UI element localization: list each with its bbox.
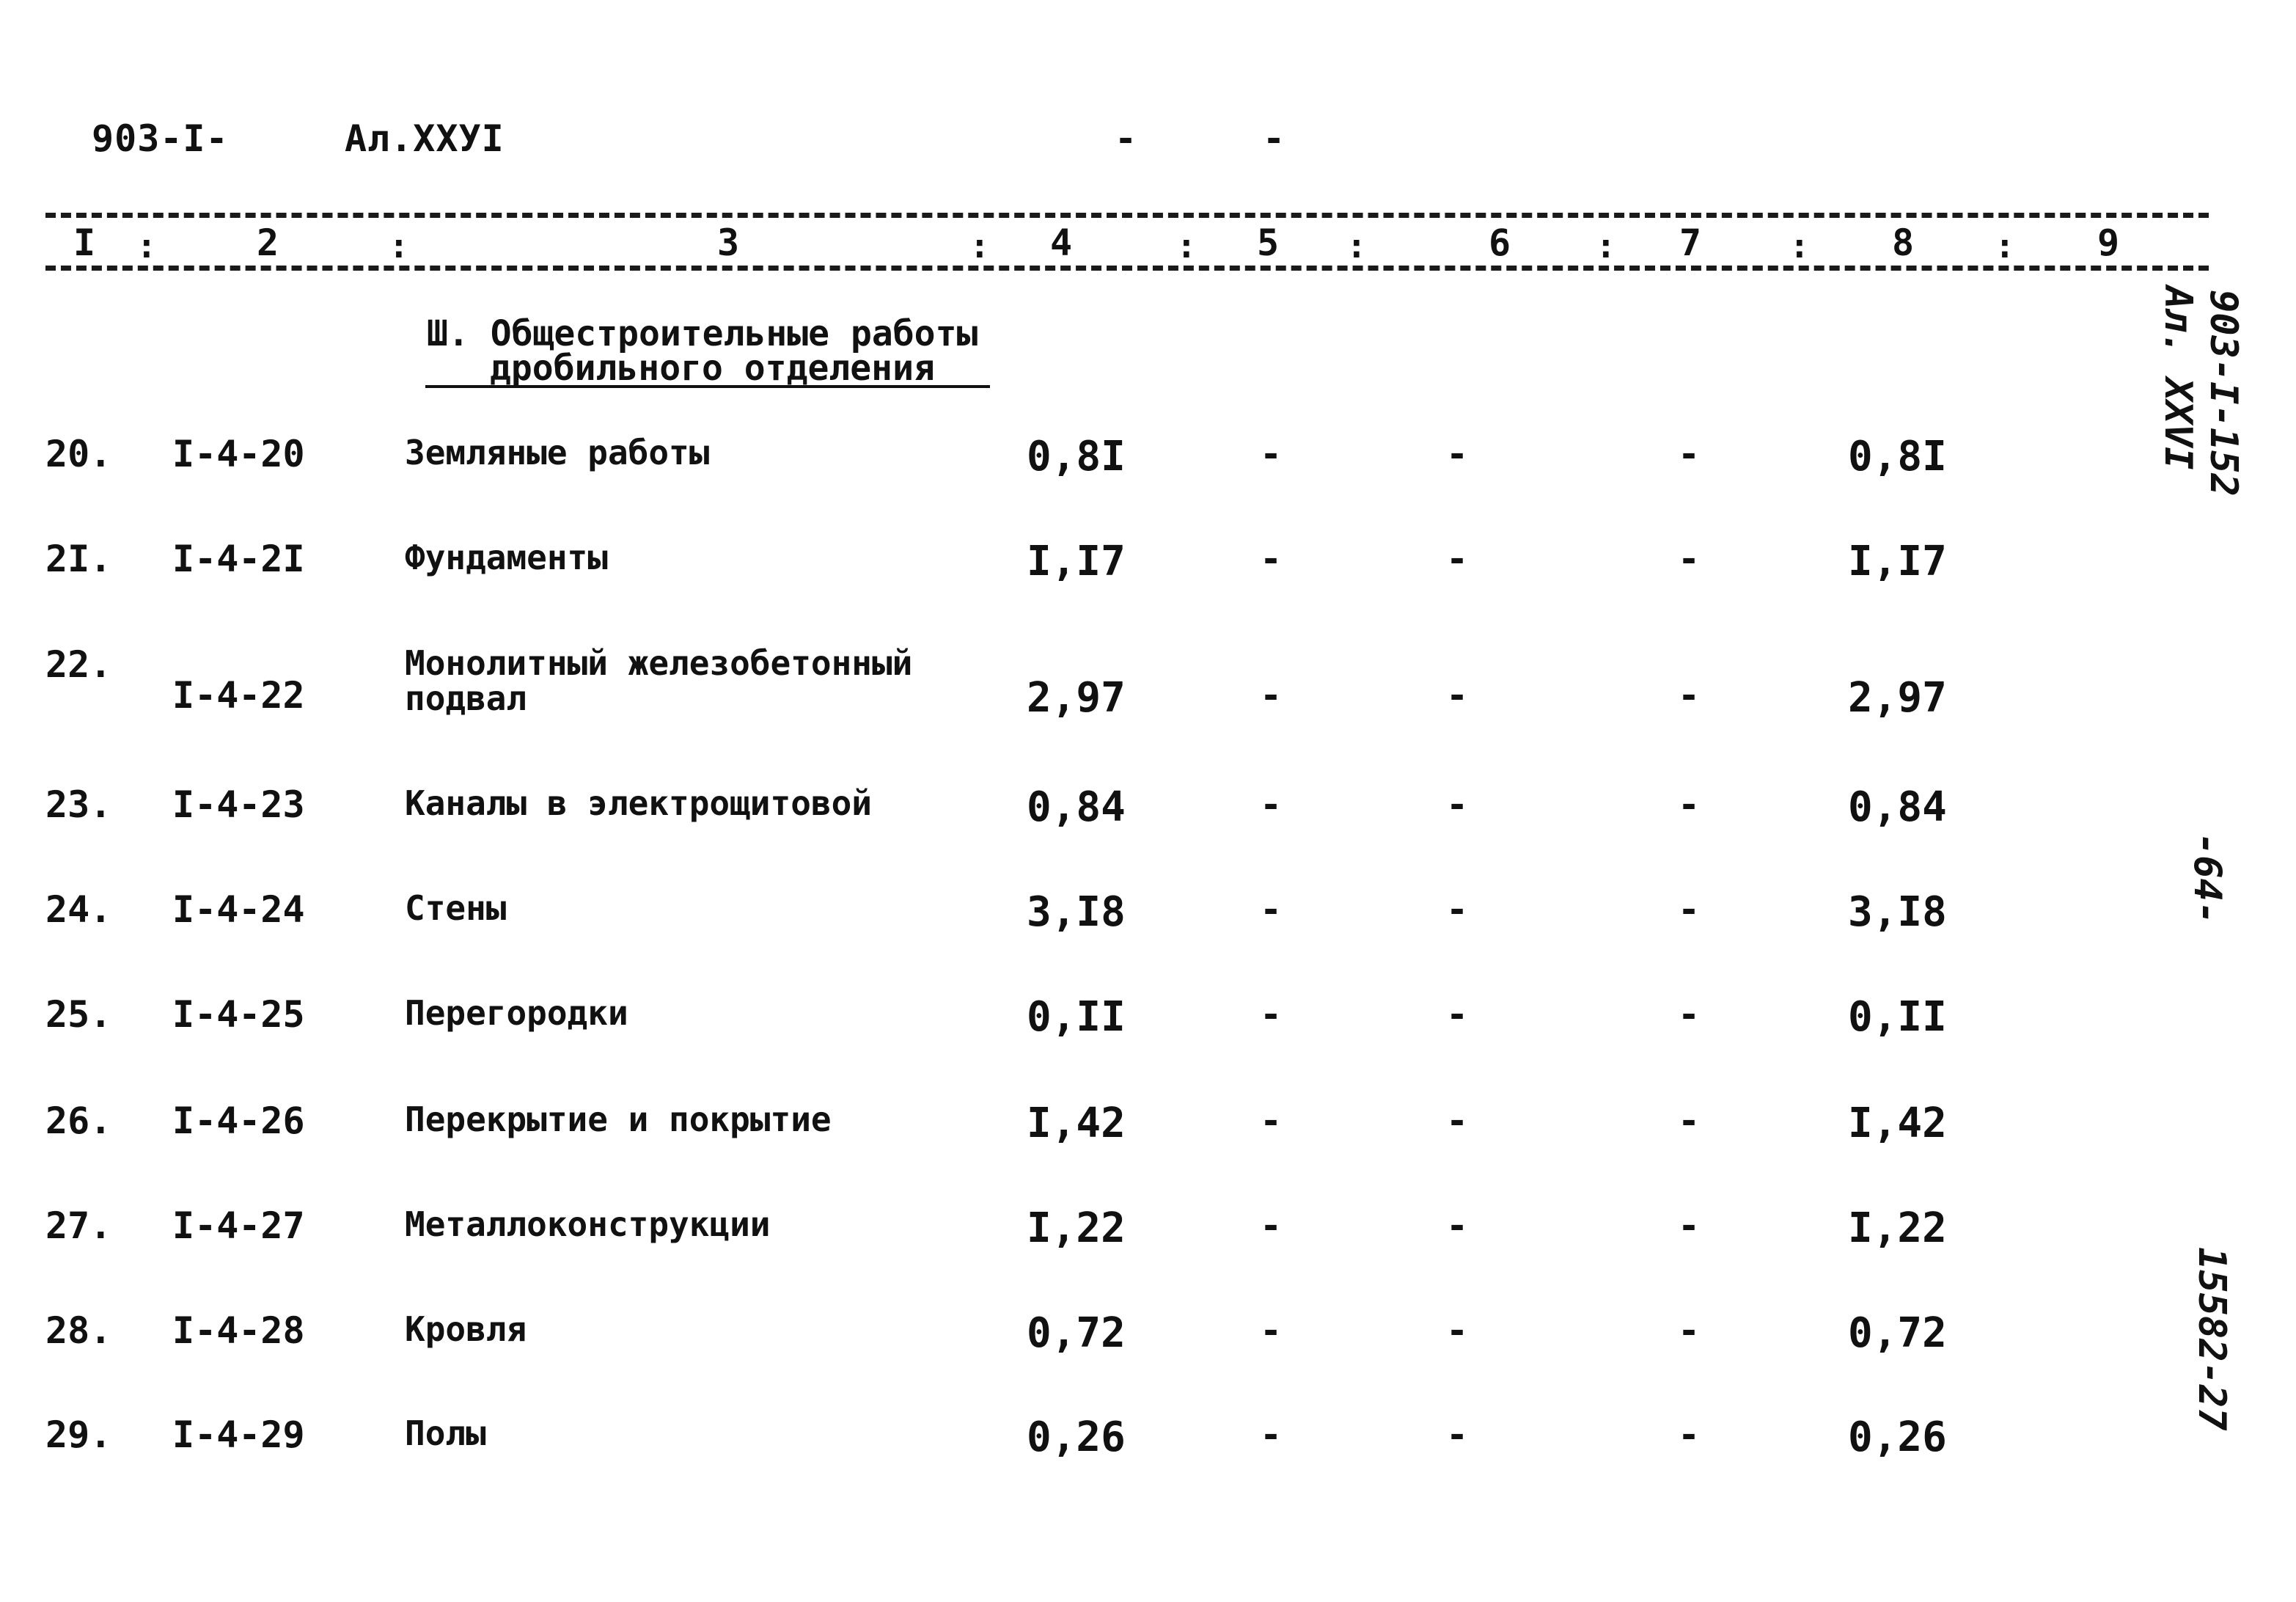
row-code: I-4-24	[172, 888, 305, 931]
row-col6-value: -	[1446, 674, 1469, 717]
col-header-3: 3	[717, 222, 740, 264]
row-col5-value: -	[1260, 1100, 1283, 1142]
col-separator: :	[1789, 226, 1810, 266]
margin-stamp-code: 903-I-152	[2201, 290, 2245, 497]
col-separator: :	[1995, 226, 2015, 266]
row-work-name: Полы	[405, 1413, 486, 1453]
row-col4-value: 0,72	[1027, 1309, 1126, 1357]
doc-code: 903-I-	[92, 117, 229, 160]
row-code: I-4-2I	[172, 538, 305, 580]
row-number: 2I.	[45, 538, 112, 580]
col-separator: :	[1346, 226, 1367, 266]
row-col7-value: -	[1678, 888, 1701, 931]
col-header-9: 9	[2097, 222, 2120, 264]
row-work-name-cont: подвал	[405, 679, 527, 718]
row-code: I-4-26	[172, 1100, 305, 1142]
row-col5-value: -	[1260, 674, 1283, 717]
row-col8-value: 0,72	[1848, 1309, 1947, 1357]
row-col5-value: -	[1260, 783, 1283, 826]
row-col6-value: -	[1446, 1309, 1469, 1352]
row-col6-value: -	[1446, 1100, 1469, 1142]
row-col6-value: -	[1446, 888, 1469, 931]
row-code: I-4-28	[172, 1309, 305, 1352]
row-work-name: Стены	[405, 888, 507, 928]
row-col4-value: 2,97	[1027, 674, 1126, 722]
row-number: 29.	[45, 1413, 112, 1456]
row-code: I-4-22	[172, 674, 305, 717]
header-bottom-rule	[45, 266, 2209, 271]
row-col8-value: 0,8I	[1848, 433, 1947, 480]
col-header-2: 2	[257, 222, 279, 264]
row-col4-value: I,42	[1027, 1100, 1126, 1147]
header-dash-b: -	[1263, 117, 1285, 160]
row-col5-value: -	[1260, 538, 1283, 580]
col-header-5: 5	[1257, 222, 1280, 264]
row-col7-value: -	[1678, 993, 1701, 1036]
col-header-6: 6	[1489, 222, 1511, 264]
col-separator: :	[1596, 226, 1616, 266]
row-col7-value: -	[1678, 674, 1701, 717]
row-work-name: Перекрытие и покрытие	[405, 1100, 832, 1139]
col-separator: :	[136, 226, 157, 266]
row-col6-value: -	[1446, 1204, 1469, 1247]
row-number: 26.	[45, 1100, 112, 1142]
row-col7-value: -	[1678, 1204, 1701, 1247]
row-work-name: Монолитный железобетонный	[405, 643, 913, 683]
row-work-name: Перегородки	[405, 993, 628, 1033]
row-work-name: Фундаменты	[405, 538, 608, 577]
row-col7-value: -	[1678, 1100, 1701, 1142]
row-col6-value: -	[1446, 993, 1469, 1036]
row-col7-value: -	[1678, 538, 1701, 580]
row-number: 20.	[45, 433, 112, 475]
page-number: -64-	[2185, 833, 2229, 925]
col-separator: :	[1176, 226, 1197, 266]
col-separator: :	[389, 226, 409, 266]
row-col8-value: I,I7	[1848, 538, 1947, 585]
row-col4-value: 0,84	[1027, 783, 1126, 831]
inventory-number: 15582-27	[2190, 1247, 2234, 1431]
row-number: 28.	[45, 1309, 112, 1352]
row-col7-value: -	[1678, 783, 1701, 826]
row-work-name: Каналы в электрощитовой	[405, 783, 872, 823]
row-col8-value: 2,97	[1848, 674, 1947, 722]
row-col8-value: 0,II	[1848, 993, 1947, 1041]
col-header-4: 4	[1050, 222, 1073, 264]
margin-stamp-album: Ал. XXVI	[2156, 286, 2200, 470]
row-col5-value: -	[1260, 433, 1283, 475]
row-col5-value: -	[1260, 993, 1283, 1036]
row-col6-value: -	[1446, 538, 1469, 580]
section-title-line2: дробильного отделения	[490, 348, 935, 389]
row-col7-value: -	[1678, 433, 1701, 475]
row-col5-value: -	[1260, 888, 1283, 931]
row-work-name: Металлоконструкции	[405, 1204, 771, 1244]
row-col5-value: -	[1260, 1413, 1283, 1456]
row-col7-value: -	[1678, 1309, 1701, 1352]
row-col8-value: 0,26	[1848, 1413, 1947, 1461]
row-code: I-4-29	[172, 1413, 305, 1456]
row-number: 25.	[45, 993, 112, 1036]
row-code: I-4-20	[172, 433, 305, 475]
row-col4-value: 0,26	[1027, 1413, 1126, 1461]
row-code: I-4-23	[172, 783, 305, 826]
row-code: I-4-27	[172, 1204, 305, 1247]
row-number: 22.	[45, 643, 112, 686]
row-number: 24.	[45, 888, 112, 931]
row-col4-value: 0,II	[1027, 993, 1126, 1041]
row-col6-value: -	[1446, 433, 1469, 475]
section-title-underline	[425, 385, 990, 388]
row-work-name: Земляные работы	[405, 433, 710, 472]
row-col4-value: 0,8I	[1027, 433, 1126, 480]
row-col6-value: -	[1446, 1413, 1469, 1456]
row-col8-value: I,42	[1848, 1100, 1947, 1147]
row-col5-value: -	[1260, 1309, 1283, 1352]
row-col8-value: 0,84	[1848, 783, 1947, 831]
row-number: 27.	[45, 1204, 112, 1247]
row-col8-value: 3,I8	[1848, 888, 1947, 936]
row-number: 23.	[45, 783, 112, 826]
row-col6-value: -	[1446, 783, 1469, 826]
row-col4-value: I,22	[1027, 1204, 1126, 1252]
col-header-1: I	[73, 222, 96, 264]
row-col8-value: I,22	[1848, 1204, 1947, 1252]
album-label: Ал.XXУI	[345, 117, 505, 160]
col-separator: :	[969, 226, 990, 266]
col-header-8: 8	[1892, 222, 1915, 264]
header-top-rule	[45, 213, 2209, 218]
header-dash-a: -	[1115, 117, 1137, 160]
row-code: I-4-25	[172, 993, 305, 1036]
row-work-name: Кровля	[405, 1309, 527, 1349]
section-title-line1: Ш. Общестроительные работы	[427, 313, 978, 354]
col-header-7: 7	[1679, 222, 1702, 264]
row-col7-value: -	[1678, 1413, 1701, 1456]
row-col4-value: I,I7	[1027, 538, 1126, 585]
row-col4-value: 3,I8	[1027, 888, 1126, 936]
row-col5-value: -	[1260, 1204, 1283, 1247]
